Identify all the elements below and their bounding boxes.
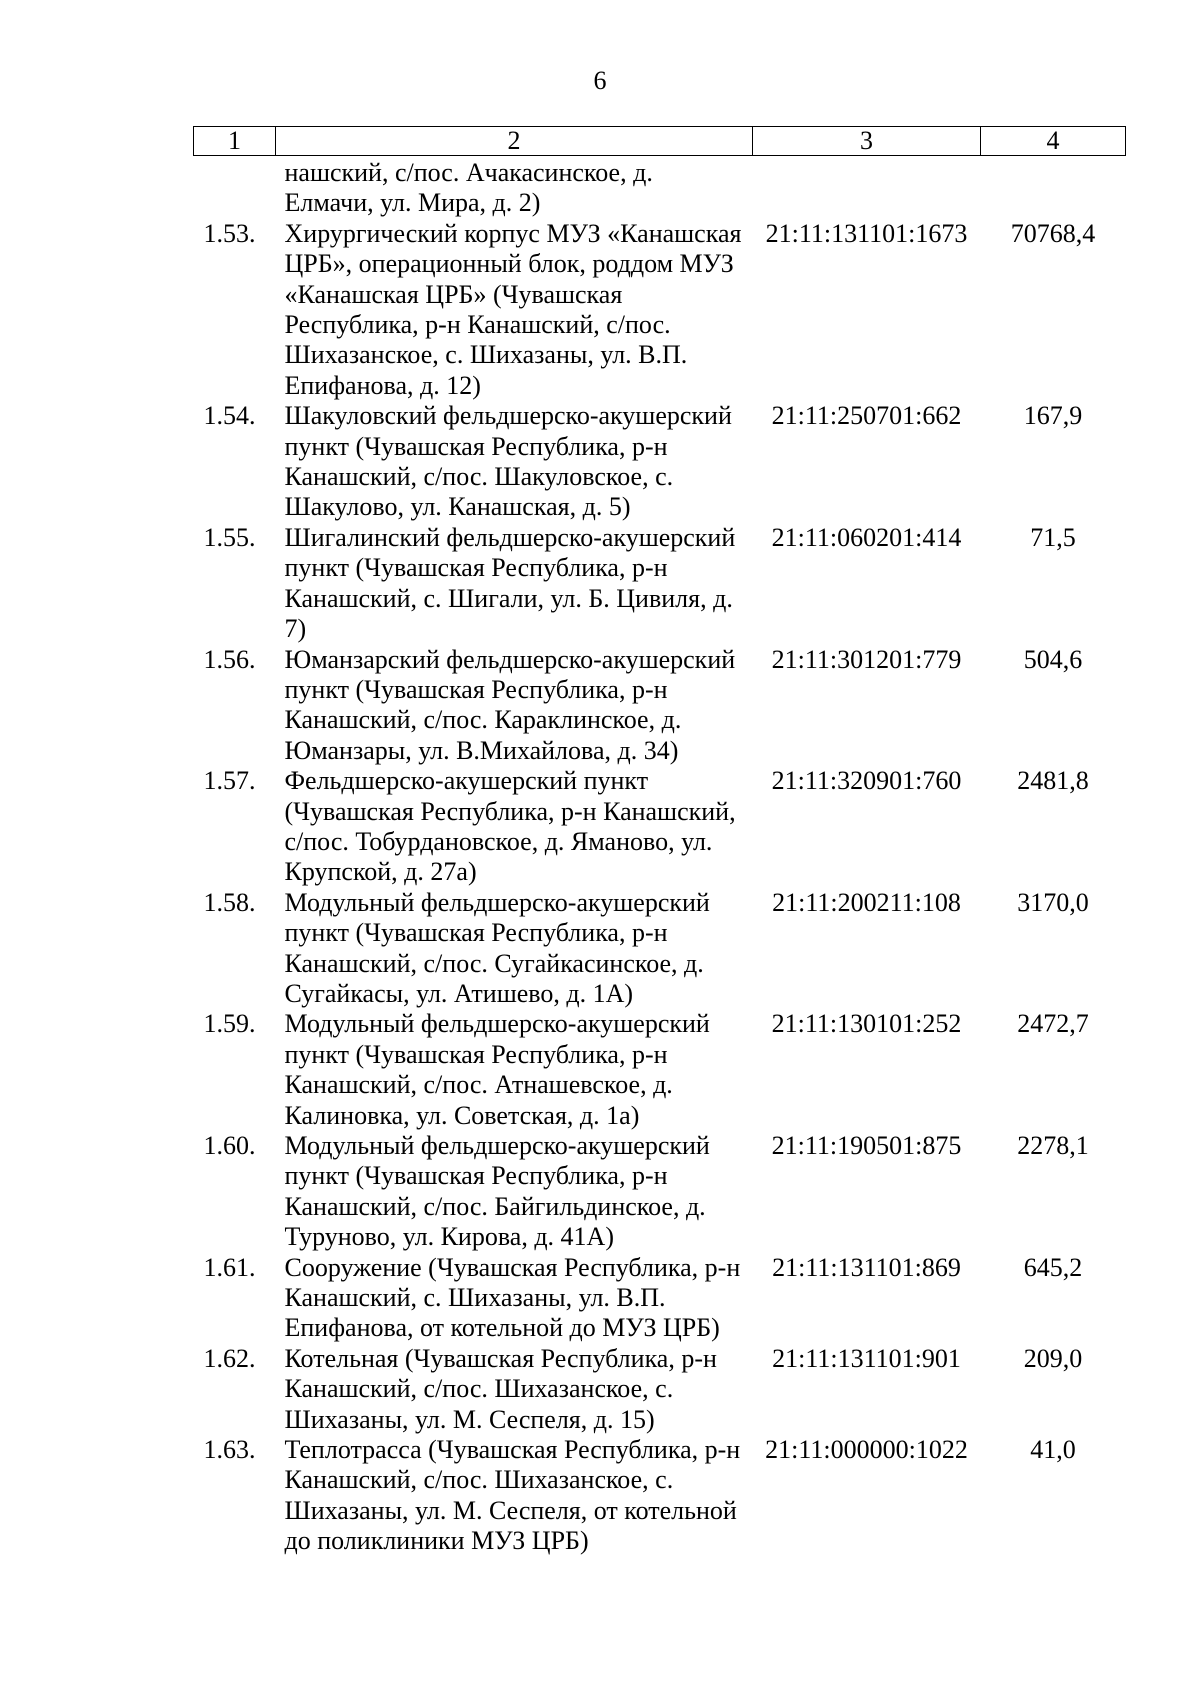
row-area: 2278,1 [1017,1131,1089,1160]
row-description: нашский, с/пос. Ачакасинское, д. Елмачи, ул. Мира, д. 2) [284,158,653,218]
table-row [194,1009,1126,1131]
row-area: 41,0 [1030,1435,1076,1465]
row-cadastral-number: 21:11:320901:760 [771,766,962,796]
row-description: Шигалинский фельдшерско-акушерский пункт (Чувашская Республика, р-н Канашский, с. Шигали, ул. Б. Цивиля, д. 7) [284,522,736,644]
row-description: Сооружение (Чувашская Республика, р-н Канашский, с. Шихазаны, ул. В.П. Епифанова, от котельной до МУЗ ЦРБ) [284,1252,741,1343]
row-cadastral-number: 21:11:131101:1673 [765,218,968,248]
row-number: 1.54. [203,401,256,431]
row-number: 1.61. [203,1252,256,1282]
row-cadastral-number [753,156,981,219]
row-cadastral-number: 21:11:190501:875 [771,1131,962,1160]
table-header [194,127,1126,156]
table-body [194,156,1126,1557]
row-cadastral-number: 21:11:200211:108 [772,887,961,917]
row-area: 2472,7 [1017,1009,1089,1039]
property-table [193,126,1126,1557]
table-row [194,766,1126,888]
table-row [194,219,1126,401]
row-cadastral-number: 21:11:060201:414 [771,522,962,552]
row-cadastral-number: 21:11:130101:252 [771,1009,962,1039]
row-description: Котельная (Чувашская Республика, р-н Канашский, с/пос. Шихазанское, с. Шихазаны, ул. М. Сеспеля, д. 15) [284,1343,717,1434]
row-area: 504,6 [1023,644,1083,674]
row-number: 1.63. [203,1435,256,1465]
table-row [194,401,1126,523]
header-row [194,127,1126,156]
row-description: Теплотрасса (Чувашская Республика, р-н Канашский, с/пос. Шихазанское, с. Шихазаны, ул. М. Сеспеля, от котельной до поликлиники МУЗ ЦРБ) [284,1435,741,1556]
row-area: 71,5 [1030,522,1076,552]
table-row [194,645,1126,767]
row-area: 70768,4 [1010,218,1096,248]
row-number: 1.53. [203,218,256,248]
row-area: 645,2 [1023,1252,1083,1282]
row-number: 1.62. [203,1343,256,1373]
row-description: Модульный фельдшерско-акушерский пункт (Чувашская Республика, р-н Канашский, с/пос. Сугайкасинское, д. Сугайкасы, ул. Атишево, д. 1А) [284,887,710,1008]
row-area [981,156,1126,219]
row-area: 167,9 [1023,401,1083,431]
column-header-2: 2 [276,127,753,156]
row-number: 1.55. [203,522,256,552]
row-description: Модульный фельдшерско-акушерский пункт (Чувашская Республика, р-н Канашский, с/пос. Атнашевское, д. Калиновка, ул. Советская, д. 1а) [284,1009,710,1130]
table-row [194,1131,1126,1253]
row-area: 3170,0 [1017,887,1089,917]
column-header-3: 3 [753,127,981,156]
column-header-1: 1 [194,127,276,156]
table-row [194,888,1126,1010]
row-description: Хирургический корпус МУЗ «Канашская ЦРБ», операционный блок, роддом МУЗ «Канашская ЦРБ» (Чувашская Республика, р-н Канашский, с/пос. Шихазанское, с. Шихазаны, ул. В.П. Епифанова, д. 12) [284,218,742,400]
row-description: Модульный фельдшерско-акушерский пункт (Чувашская Республика, р-н Канашский, с/пос. Байгильдинское, д. Туруново, ул. Кирова, д. 41А) [284,1131,710,1252]
table-row [194,523,1126,645]
row-cadastral-number: 21:11:250701:662 [771,401,962,431]
table-row [194,1253,1126,1344]
row-description: Фельдшерско-акушерский пункт (Чувашская Республика, р-н Канашский, с/пос. Тобурдановское, д. Яманово, ул. Крупской, д. 27а) [284,766,736,887]
row-number: 1.56. [203,644,256,674]
table-row-continuation [194,156,1126,219]
property-table-container [193,126,1125,1557]
row-cadastral-number: 21:11:301201:779 [771,644,962,674]
row-number-cell [194,156,276,219]
row-number: 1.57. [203,766,256,796]
page-number: 6 [593,66,607,95]
row-area: 2481,8 [1017,766,1089,796]
column-header-4: 4 [981,127,1126,156]
table-row [194,1344,1126,1435]
row-cadastral-number: 21:11:131101:901 [772,1343,961,1373]
row-cadastral-number: 21:11:000000:1022 [765,1435,968,1465]
row-area: 209,0 [1023,1343,1083,1373]
row-number: 1.58. [203,887,256,917]
row-number: 1.60. [203,1131,256,1160]
table-row [194,1435,1126,1557]
row-cadastral-number: 21:11:131101:869 [772,1252,961,1282]
row-description: Шакуловский фельдшерско-акушерский пункт (Чувашская Республика, р-н Канашский, с/пос. Шакуловское, с. Шакулово, ул. Канашская, д. 5) [284,401,732,522]
row-description: Юманзарский фельдшерско-акушерский пункт (Чувашская Республика, р-н Канашский, с/пос. Караклинское, д. Юманзары, ул. В.Михайлова, д. 34) [284,644,736,765]
row-number: 1.59. [203,1009,256,1039]
